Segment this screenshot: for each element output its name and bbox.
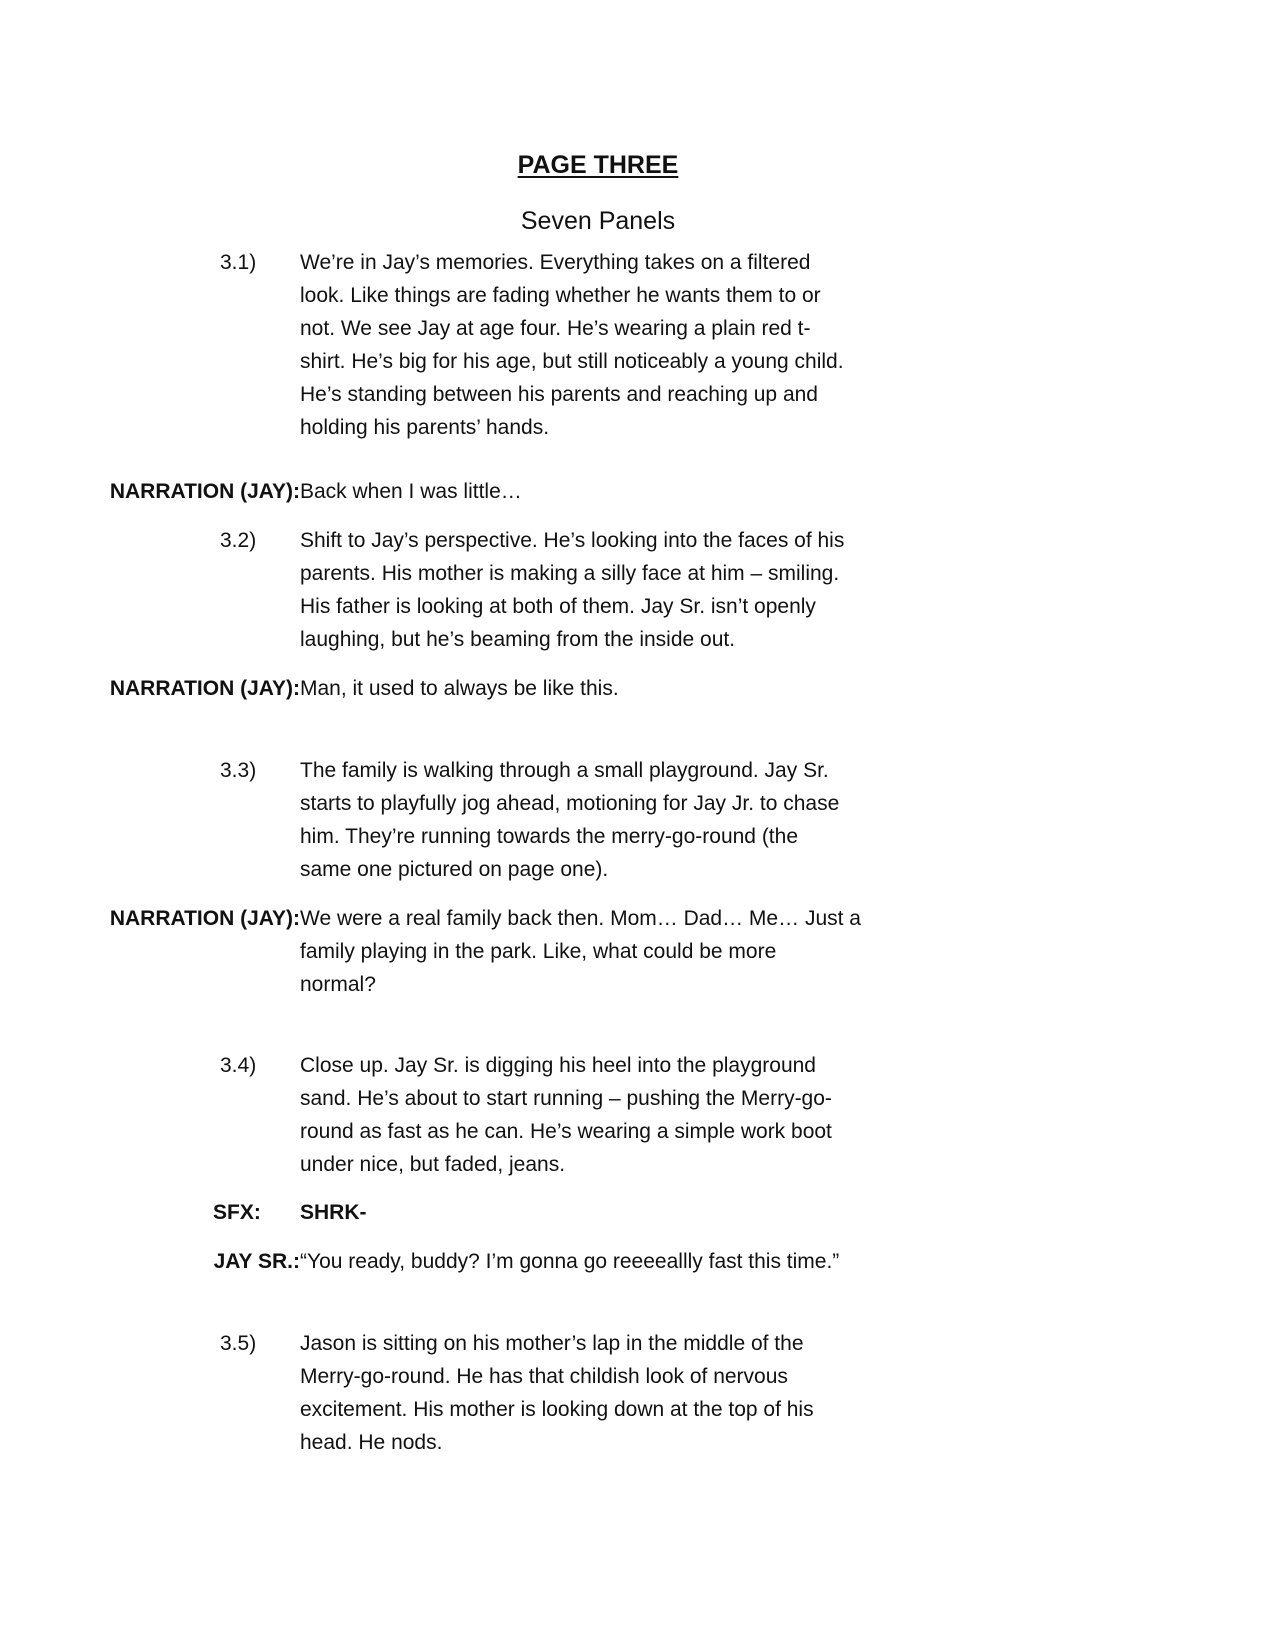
dialogue-text <box>300 902 900 1001</box>
panel-description <box>300 754 900 886</box>
speaker-label: NARRATION (JAY): <box>109 677 300 700</box>
description-line: parents. His mother is making a silly face at him – smiling. <box>300 562 840 585</box>
panel-count: Seven Panels <box>520 207 676 235</box>
panel-description <box>300 1327 900 1459</box>
description-line: His father is looking at both of them. Jay Sr. isn’t openly <box>300 595 816 618</box>
panel-description <box>300 246 900 444</box>
description-line: round as fast as he can. He’s wearing a simple work boot <box>300 1120 832 1143</box>
sfx-text <box>300 1196 900 1229</box>
dialogue-line: Man, it used to always be like this. <box>300 677 619 700</box>
description-line: him. They’re running towards the merry-go-round (the <box>300 825 799 848</box>
panel-number: 3.1) <box>220 251 257 274</box>
description-line: shirt. He’s big for his age, but still noticeably a young child. <box>300 350 844 373</box>
description-line: under nice, but faded, jeans. <box>300 1153 566 1176</box>
panel-number: 3.2) <box>220 529 257 552</box>
description-line: sand. He’s about to start running – pushing the Merry-go- <box>300 1087 832 1110</box>
panel-description <box>300 524 900 656</box>
speaker-label: JAY SR.: <box>213 1250 300 1273</box>
description-line: same one pictured on page one). <box>300 858 609 881</box>
description-line: He’s standing between his parents and reaching up and <box>300 383 818 406</box>
sfx-line: SHRK- <box>300 1201 367 1224</box>
description-line: Close up. Jay Sr. is digging his heel into the playground <box>300 1054 816 1077</box>
description-line: not. We see Jay at age four. He’s wearing a plain red t- <box>300 317 811 340</box>
description-line: look. Like things are fading whether he wants them to or <box>300 284 821 307</box>
description-line: We’re in Jay’s memories. Everything takes on a filtered <box>300 251 811 274</box>
description-line: Shift to Jay’s perspective. He’s looking into the faces of his <box>300 529 845 552</box>
speaker-label: NARRATION (JAY): <box>109 907 300 930</box>
description-line: excitement. His mother is looking down at the top of his <box>300 1398 814 1421</box>
page-title: PAGE THREE <box>517 151 679 179</box>
description-line: The family is walking through a small playground. Jay Sr. <box>300 759 829 782</box>
dialogue-line: family playing in the park. Like, what could be more <box>300 940 777 963</box>
description-line: Jason is sitting on his mother’s lap in the middle of the <box>300 1332 804 1355</box>
speaker-label: NARRATION (JAY): <box>109 480 300 503</box>
panel-number: 3.4) <box>220 1054 257 1077</box>
dialogue-line: “You ready, buddy? I’m gonna go reeeeallly fast this time.” <box>300 1250 840 1273</box>
dialogue-text <box>300 475 900 508</box>
dialogue-line: normal? <box>300 973 376 996</box>
sfx-label: SFX: <box>213 1201 261 1224</box>
description-line: holding his parents’ hands. <box>300 416 550 439</box>
panel-number: 3.3) <box>220 759 257 782</box>
description-line: starts to playfully jog ahead, motioning for Jay Jr. to chase <box>300 792 840 815</box>
description-line: head. He nods. <box>300 1431 443 1454</box>
panel-number: 3.5) <box>220 1332 257 1355</box>
dialogue-line: We were a real family back then. Mom… Dad… Me… Just a <box>300 907 861 930</box>
dialogue-text <box>300 1245 900 1278</box>
description-line: Merry-go-round. He has that childish look of nervous <box>300 1365 788 1388</box>
panel-description <box>300 1049 900 1181</box>
dialogue-line: Back when I was little… <box>300 480 522 503</box>
dialogue-text <box>300 672 900 705</box>
description-line: laughing, but he’s beaming from the inside out. <box>300 628 736 651</box>
